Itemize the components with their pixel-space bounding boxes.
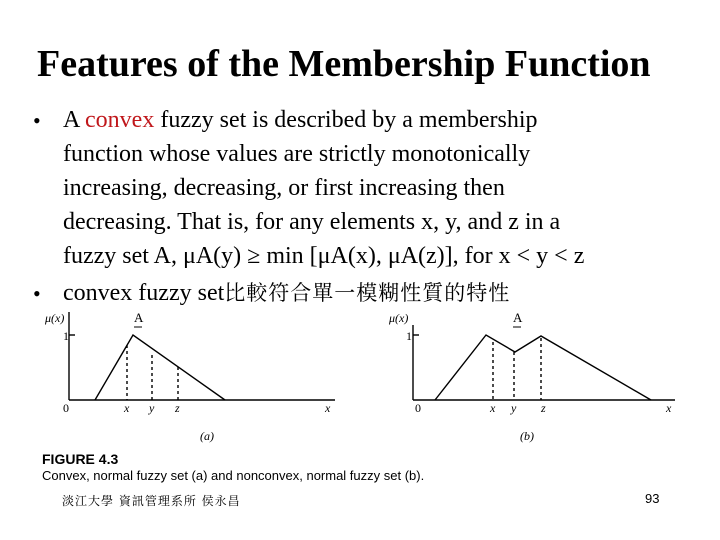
- text-span: A: [63, 107, 86, 133]
- y-label: y: [149, 401, 155, 415]
- one-label: 1: [63, 329, 69, 343]
- nonconvex-membership-curve: [435, 335, 651, 400]
- bullet-marker: •: [33, 108, 41, 133]
- text-span: fuzzy set is described by a membership: [154, 107, 538, 133]
- convex-word: convex: [85, 107, 155, 133]
- axis-x-label: x: [325, 401, 331, 415]
- slide-title: Features of the Membership Function: [37, 43, 651, 85]
- panel-b-label: (b): [520, 429, 534, 443]
- convex-membership-curve: [95, 335, 225, 400]
- panel-b: [413, 325, 675, 400]
- set-label: A: [513, 310, 523, 325]
- bullet1-line2: function whose values are strictly monotonically: [63, 141, 531, 167]
- z-label: z: [541, 401, 546, 415]
- zero-label: 0: [63, 401, 69, 415]
- figure-number: FIGURE 4.3: [42, 451, 119, 467]
- panel-a: [69, 312, 335, 400]
- panel-a-label: (a): [200, 429, 214, 443]
- bullet1-line5: fuzzy set A, μA(y) ≥ min [μA(x), μA(z)], for x < y < z: [63, 243, 585, 269]
- y-axis-label: μ(x): [389, 311, 409, 325]
- bullet-marker: •: [33, 281, 41, 306]
- zero-label: 0: [415, 401, 421, 415]
- page-number: 93: [645, 491, 660, 506]
- y-axis-label: μ(x): [45, 311, 65, 325]
- bullet1-line4: decreasing. That is, for any elements x, y, and z in a: [63, 209, 561, 235]
- footer-affiliation: 淡江大學 資訊管理系所 侯永昌: [62, 494, 241, 508]
- one-label: 1: [406, 329, 412, 343]
- chinese-text: 比較符合單一模糊性質的特性: [224, 281, 511, 305]
- x-label: x: [124, 401, 130, 415]
- axis-x-label: x: [666, 401, 672, 415]
- text-span: convex fuzzy set: [63, 280, 225, 306]
- bullet1-line3: increasing, decreasing, or first increasing then: [63, 175, 505, 201]
- z-label: z: [175, 401, 180, 415]
- figure-caption: Convex, normal fuzzy set (a) and nonconvex, normal fuzzy set (b).: [42, 468, 425, 483]
- y-label: y: [511, 401, 517, 415]
- set-label: A: [134, 310, 144, 325]
- x-label: x: [490, 401, 496, 415]
